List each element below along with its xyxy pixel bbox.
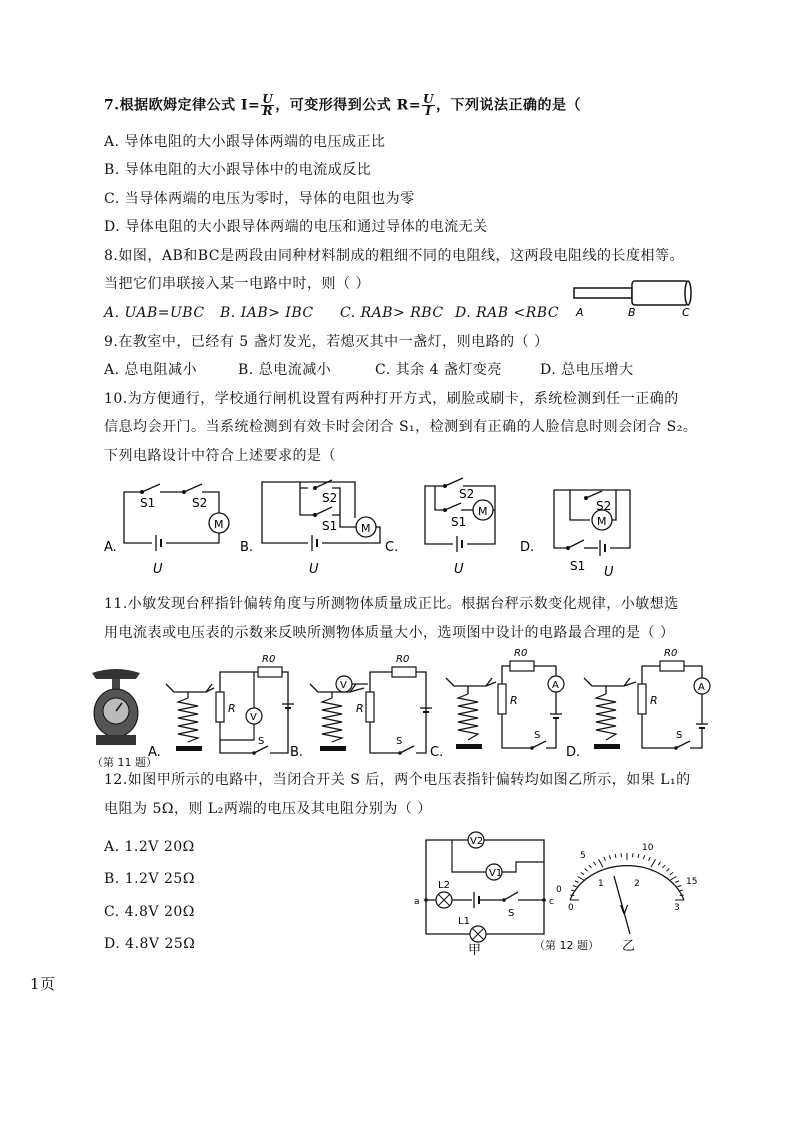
meter-tick [638, 854, 639, 858]
svg-text:R0: R0 [514, 648, 528, 659]
q8-option-d: D. RAB <RBC [455, 305, 560, 321]
svg-text:V: V [620, 903, 629, 917]
q8-wire-figure [570, 276, 690, 321]
q8-option-b: B. IAB> IBC [220, 305, 314, 321]
meter-tick [677, 885, 681, 886]
svg-text:M: M [214, 518, 224, 531]
svg-text:S2: S2 [192, 496, 208, 510]
svg-text:M: M [361, 522, 371, 535]
meter-tick [589, 865, 592, 868]
svg-text:U: U [454, 562, 464, 577]
q8-option-c: C. RAB> RBC [340, 305, 444, 321]
q11-circuit-a [148, 648, 298, 763]
q12-option-a: A. 1.2V 20Ω [104, 839, 195, 855]
q10-line2: 信息均会开门。当系统检测到有效卡时会闭合 S₁，检测到有正确的人脸信息时则会闭合 S₂。 [104, 419, 698, 435]
q10-circuit-a [104, 475, 244, 587]
q8-line1: 8.如图，AB和BC是两段由同种材料制成的粗细不同的电阻线，这两段电阻线的长度相等。 [104, 248, 685, 264]
svg-text:c: c [549, 897, 554, 907]
q12-option-c: C. 4.8V 20Ω [104, 904, 195, 920]
svg-text:S: S [258, 736, 265, 747]
svg-text:S2: S2 [322, 491, 338, 505]
svg-text:L2: L2 [438, 880, 450, 891]
svg-text:S2: S2 [596, 499, 612, 513]
svg-text:3: 3 [674, 903, 680, 913]
q8-option-a: A. UAB=UBC [104, 305, 205, 321]
q10-line1: 10.为方便通行，学校通行闸机设置有两种打开方式，刷脸或刷卡，系统检测到任一正确的 [104, 391, 679, 407]
svg-text:10: 10 [642, 843, 654, 853]
meter-tick [581, 872, 584, 874]
q9-line1: 9.在教室中，已经有 5 盏灯发光，若熄灭其中一盏灯，则电路的（ ） [104, 334, 549, 350]
page-number: 1页 [30, 975, 56, 993]
svg-text:1: 1 [598, 879, 604, 889]
svg-text:V: V [340, 680, 347, 691]
svg-text:R: R [356, 702, 364, 715]
svg-text:V: V [250, 712, 257, 723]
svg-text:S2: S2 [459, 487, 475, 501]
q12-meter-yi [556, 838, 698, 956]
svg-text:D.: D. [520, 540, 535, 555]
svg-text:甲: 甲 [468, 943, 482, 958]
q11-circuit-c [430, 648, 580, 763]
meter-tick [662, 865, 665, 868]
wire-label-b: B [628, 306, 636, 319]
svg-text:B.: B. [240, 540, 254, 555]
wire-label-c: C [682, 306, 690, 319]
q7-fraction-2: $\frac{U}{I}$ [423, 92, 434, 118]
meter-tick [615, 854, 616, 858]
meter-tick [670, 877, 676, 881]
svg-text:乙: 乙 [622, 939, 636, 954]
svg-text:S1: S1 [451, 515, 467, 529]
q11-circuit-d [566, 648, 716, 763]
scale-photo [86, 665, 146, 755]
svg-text:U: U [604, 565, 614, 580]
svg-text:S1: S1 [322, 519, 338, 533]
svg-text:A: A [698, 682, 705, 693]
svg-text:V2: V2 [470, 836, 484, 847]
meter-tick [649, 857, 651, 861]
svg-text:S: S [676, 730, 683, 741]
meter-tick [651, 859, 656, 867]
meter-tick [573, 885, 577, 886]
q11-line1: 11.小敏发现台秤指针偏转角度与所测物体质量成正比。根据台秤示数变化规律，小敏想选 [104, 596, 679, 612]
meter-tick [666, 869, 669, 872]
meter-tick [593, 862, 595, 865]
q10-line3: 下列电路设计中符合上述要求的是（ [104, 448, 336, 464]
meter-tick [585, 869, 588, 872]
q9-option-c: C. 其余 4 盏灯变亮 [375, 362, 502, 378]
q12-option-b: B. 1.2V 25Ω [104, 871, 195, 887]
svg-text:5: 5 [580, 851, 586, 861]
svg-text:S1: S1 [140, 496, 156, 510]
wire-label-a: A [576, 306, 584, 319]
svg-text:D.: D. [566, 745, 581, 760]
svg-text:a: a [414, 897, 420, 907]
q7-stem: 7.根据欧姆定律公式 I= $\frac{U}{R}$ ，可变形得到公式 R= $\frac{U}{I}$ ，下列说法正确的是（ [104, 92, 581, 118]
svg-text:M: M [478, 505, 488, 518]
svg-text:R0: R0 [396, 654, 410, 665]
svg-text:R: R [228, 702, 236, 715]
q7-fraction-1: $\frac{U}{R}$ [262, 92, 274, 118]
meter-tick [658, 862, 660, 865]
svg-text:S: S [534, 730, 541, 741]
q8-line2: 当把它们串联接入某一电路中时，则（ ） [104, 276, 370, 292]
svg-text:L1: L1 [458, 916, 470, 927]
svg-text:V1: V1 [489, 868, 503, 879]
svg-text:S: S [396, 736, 403, 747]
meter-tick [675, 881, 679, 883]
q11-circuit-b [290, 648, 440, 763]
svg-text:A.: A. [148, 745, 161, 760]
svg-text:2: 2 [634, 879, 640, 889]
q11-caption: （第 11 题） [92, 756, 157, 769]
q7-option-d: D. 导体电阻的大小跟导体两端的电压和通过导体的电流无关 [104, 219, 488, 235]
svg-text:R: R [650, 694, 658, 707]
q12-option-d: D. 4.8V 25Ω [104, 936, 196, 952]
meter-tick [599, 859, 604, 867]
svg-text:15: 15 [686, 877, 698, 887]
q10-circuit-d [520, 480, 660, 587]
svg-text:S1: S1 [570, 559, 586, 573]
svg-text:A: A [552, 680, 559, 691]
meter-tick [575, 881, 579, 883]
meter-tick [643, 855, 644, 859]
meter-tick [604, 857, 606, 861]
meter-tick [609, 855, 610, 859]
q10-circuit-b [240, 470, 390, 587]
q9-option-a: A. 总电阻减小 [104, 362, 198, 378]
q11-line2: 用电流表或电压表的示数来反映所测物体质量大小，选项图中设计的电路最合理的是（ ） [104, 625, 675, 641]
q12-caption: （第 12 题） [534, 939, 599, 952]
q7-option-b: B. 导体电阻的大小跟导体中的电流成反比 [104, 162, 372, 178]
q9-option-b: B. 总电流减小 [238, 362, 332, 378]
svg-text:M: M [597, 515, 607, 528]
q12-line1: 12.如图甲所示的电路中，当闭合开关 S 后，两个电压表指针偏转均如图乙所示，如果 L₁的 [104, 772, 691, 788]
svg-text:0: 0 [556, 885, 562, 895]
meter-tick [578, 877, 584, 881]
svg-text:R0: R0 [262, 654, 276, 665]
svg-text:C.: C. [430, 745, 444, 760]
q12-line2: 电阻为 5Ω，则 L₂两端的电压及其电阻分别为（ ） [104, 801, 432, 817]
q7-option-c: C. 当导体两端的电压为零时，导体的电阻也为零 [104, 191, 415, 207]
q9-option-d: D. 总电压增大 [540, 362, 634, 378]
svg-text:R0: R0 [664, 648, 678, 659]
svg-text:B.: B. [290, 745, 304, 760]
svg-text:S: S [508, 908, 515, 919]
svg-text:0: 0 [568, 903, 574, 913]
svg-text:U: U [153, 562, 163, 577]
svg-text:C.: C. [385, 540, 399, 555]
svg-text:A.: A. [104, 540, 117, 555]
svg-text:U: U [309, 562, 319, 577]
meter-tick [670, 872, 673, 874]
q7-option-a: A. 导体电阻的大小跟导体两端的电压成正比 [104, 134, 386, 150]
svg-text:R: R [510, 694, 518, 707]
q10-circuit-c [385, 468, 525, 587]
